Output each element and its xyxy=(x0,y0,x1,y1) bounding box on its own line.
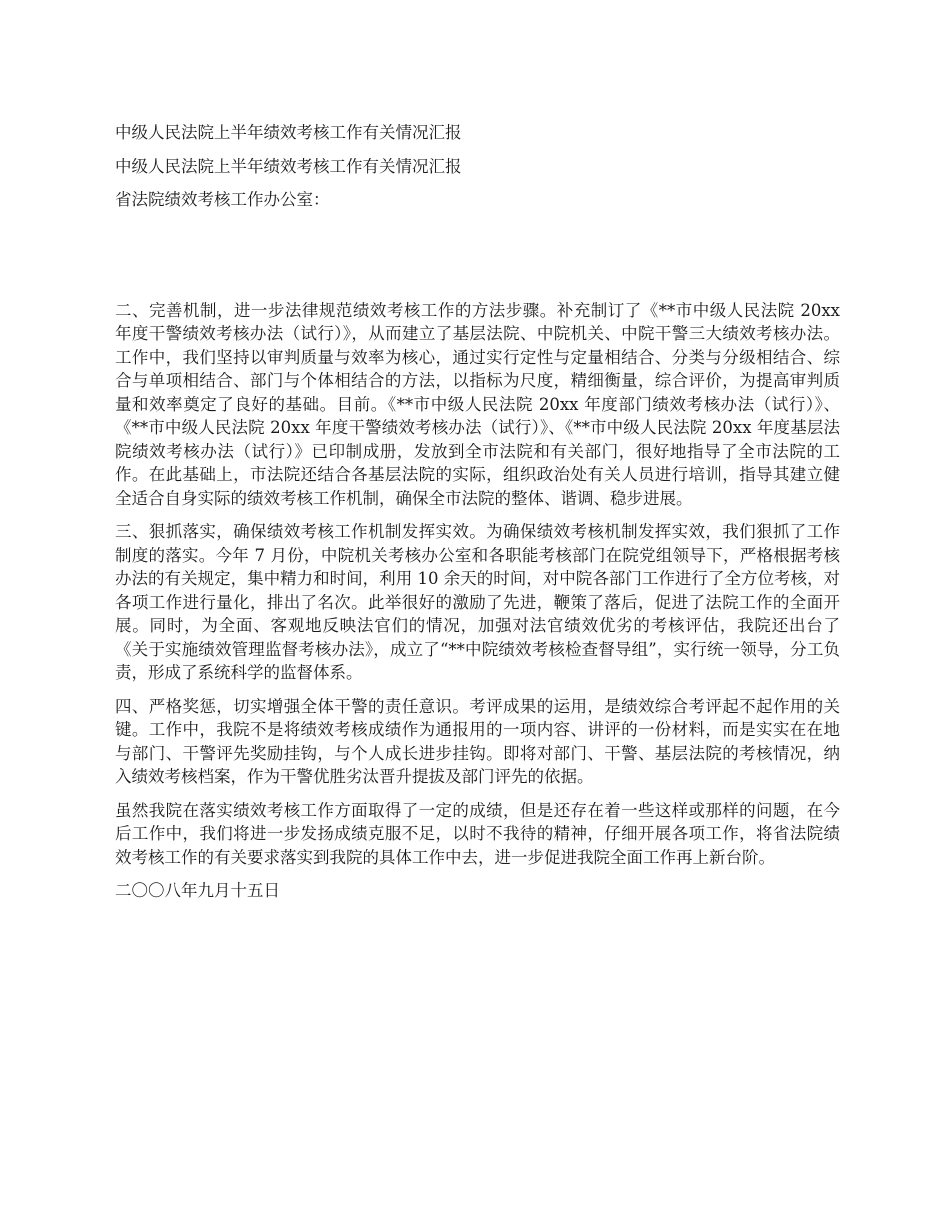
paragraph-conclusion: 虽然我院在落实绩效考核工作方面取得了一定的成绩，但是还存在着一些这样或那样的问题，在今后工作中，我们将进一步发扬成绩克服不足，以时不我待的精神，仔细开展各项工作，将省法院绩效考核工作的有关要求落实到我院的具体工作中去，进一步促进我院全面工作再上新台阶。 xyxy=(115,800,840,867)
document-subtitle: 中级人民法院上半年绩效考核工作有关情况汇报 xyxy=(115,156,462,176)
paragraph-implementation: 三、狠抓落实，确保绩效考核工作机制发挥实效。为确保绩效考核机制发挥实效，我们狠抓了工作制度的落实。今年 7 月份，中院机关考核办公室和各职能考核部门在院党组领导下，严格根据考核办法的有关规定，集中精力和时间，利用 10 余天的时间，对中院各部门工作进行了全方位考核，对各项工作进行量化，排出了名次。此举很好的激励了先进，鞭策了落后，促进了法院工作的全面开展。同时，为全面、客观地反映法官们的情况，加强对法官绩效优劣的考核评估，我院还出台了《关于实施绩效管理监督考核办法》，成立了“**中院绩效考核检查督导组”，实行统一领导，分工负责，形成了系统科学的监督体系。 xyxy=(115,522,840,682)
paragraph-rewards: 四、严格奖惩，切实增强全体干警的责任意识。考评成果的运用，是绩效综合考评起不起作用的关键。工作中，我院不是将绩效考核成绩作为通报用的一项内容、讲评的一份材料，而是实实在在地与部门、干警评先奖励挂钩，与个人成长进步挂钩。即将对部门、干警、基层法院的考核情况，纳入绩效考核档案，作为干警优胜劣汰晋升提拔及部门评先的依据。 xyxy=(115,696,840,786)
document-body xyxy=(115,121,840,903)
document-date: 二〇〇八年九月十五日 xyxy=(115,881,280,900)
addressee-line: 省法院绩效考核工作办公室： xyxy=(115,190,330,209)
document-title: 中级人民法院上半年绩效考核工作有关情况汇报 xyxy=(115,123,462,142)
paragraph-mechanism: 二、完善机制，进一步法律规范绩效考核工作的方法步骤。补充制订了《**市中级人民法院 20xx 年度干警绩效考核办法（试行）》，从而建立了基层法院、中院机关、中院干警三大绩效考核办法。工作中，我们坚持以审判质量与效率为核心，通过实行定性与定量相结合、分类与分级相结合、综合与单项相结合、部门与个体相结合的方法，以指标为尺度，精细衡量，综合评价，为提高审判质量和效率奠定了良好的基础。目前。《**市中级人民法院 20xx 年度部门绩效考核办法（试行）》、《**市中级人民法院 20xx 年度干警绩效考核办法（试行）》、《**市中级人民法院 20xx 年度基层法院绩效考核办法（试行）》已印制成册，发放到全市法院和有关部门，很好地指导了全市法院的工作。在此基础上，市法院还结合各基层法院的实际，组织政治处有关人员进行培训，指导其建立健全适合自身实际的绩效考核工作机制，确保全市法院的整体、谐调、稳步进展。 xyxy=(115,300,840,508)
